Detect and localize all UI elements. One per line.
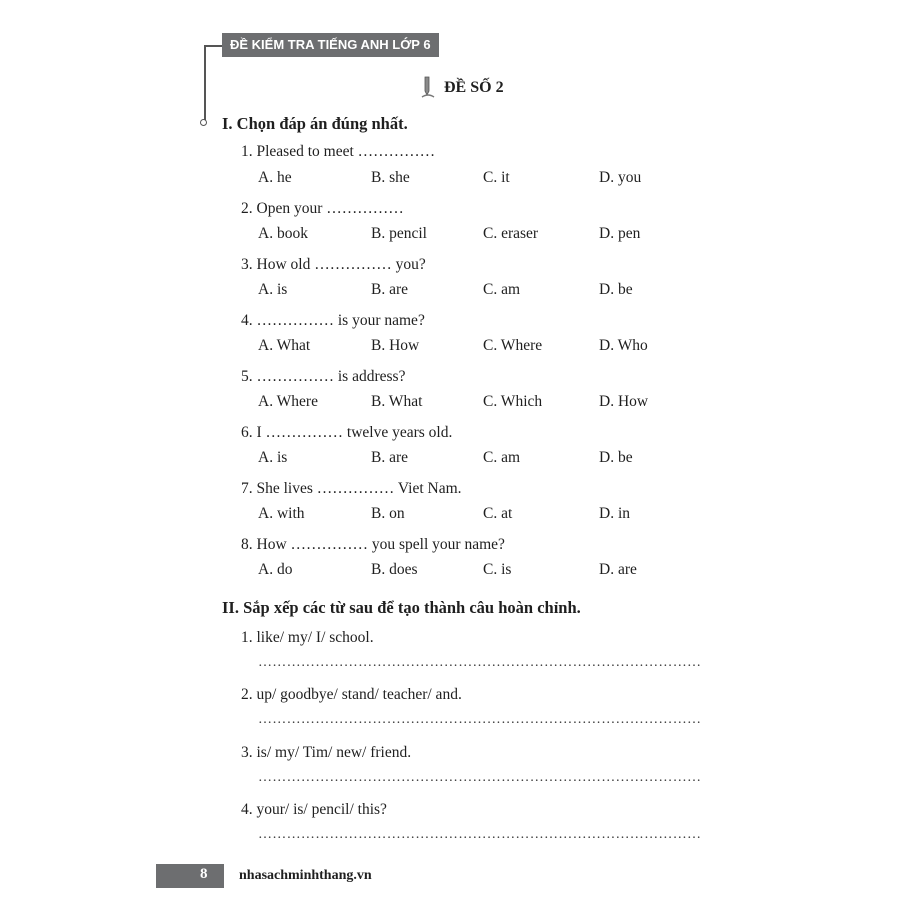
question-text: 1. Pleased to meet …………… xyxy=(241,143,436,160)
question-text: 5. …………… is address? xyxy=(241,368,406,385)
option-a: A. book xyxy=(258,225,308,242)
option-c: C. Where xyxy=(483,337,543,354)
option-a: A. Where xyxy=(258,393,318,410)
option-c: C. at xyxy=(483,505,513,522)
option-b: B. How xyxy=(371,337,420,354)
option-d: D. you xyxy=(599,169,642,186)
option-d: D. be xyxy=(599,449,633,466)
answer-line[interactable]: ………………………………………………………………………………… xyxy=(258,655,702,670)
question-text: 7. She lives …………… Viet Nam. xyxy=(241,480,462,497)
option-a: A. is xyxy=(258,449,288,466)
question-text: 8. How …………… you spell your name? xyxy=(241,536,505,553)
option-a: A. is xyxy=(258,281,288,298)
option-d: D. pen xyxy=(599,225,641,242)
option-c: C. it xyxy=(483,169,510,186)
question-text: 4. …………… is your name? xyxy=(241,312,425,329)
title-block xyxy=(420,76,504,100)
rearrange-prompt: 1. like/ my/ I/ school. xyxy=(241,629,374,646)
page-number: 8 xyxy=(200,866,208,882)
option-b: B. are xyxy=(371,449,409,466)
footer-page-bar xyxy=(156,864,224,888)
option-c: C. eraser xyxy=(483,225,539,242)
option-d: D. Who xyxy=(599,337,648,354)
footer-website: nhasachminhthang.vn xyxy=(239,868,372,883)
question-text: 2. Open your …………… xyxy=(241,200,404,217)
option-c: C. is xyxy=(483,561,512,578)
header-label: ĐỀ KIỂM TRA TIẾNG ANH LỚP 6 xyxy=(222,33,439,57)
pencil-icon xyxy=(420,76,436,100)
option-a: A. with xyxy=(258,505,305,522)
header-vertical-line xyxy=(204,45,206,122)
option-c: C. am xyxy=(483,281,521,298)
page-title: ĐỀ SỐ 2 xyxy=(444,79,504,96)
option-d: D. in xyxy=(599,505,630,522)
option-b: B. What xyxy=(371,393,423,410)
rearrange-prompt: 3. is/ my/ Tim/ new/ friend. xyxy=(241,744,412,761)
option-b: B. she xyxy=(371,169,410,186)
option-c: C. Which xyxy=(483,393,543,410)
option-a: A. What xyxy=(258,337,311,354)
answer-line[interactable]: ………………………………………………………………………………… xyxy=(258,827,702,842)
header-bullet-dot xyxy=(200,119,207,126)
option-c: C. am xyxy=(483,449,521,466)
option-b: B. on xyxy=(371,505,405,522)
option-d: D. be xyxy=(599,281,633,298)
answer-line[interactable]: ………………………………………………………………………………… xyxy=(258,712,702,727)
option-a: A. do xyxy=(258,561,293,578)
answer-line[interactable]: ………………………………………………………………………………… xyxy=(258,770,702,785)
option-b: B. are xyxy=(371,281,409,298)
section-2-title: II. Sắp xếp các từ sau để tạo thành câu hoàn chỉnh. xyxy=(222,598,581,617)
section-1-title: I. Chọn đáp án đúng nhất. xyxy=(222,114,408,133)
option-d: D. are xyxy=(599,561,637,578)
rearrange-prompt: 2. up/ goodbye/ stand/ teacher/ and. xyxy=(241,686,462,703)
option-a: A. he xyxy=(258,169,292,186)
option-b: B. pencil xyxy=(371,225,427,242)
rearrange-prompt: 4. your/ is/ pencil/ this? xyxy=(241,801,387,818)
question-text: 6. I …………… twelve years old. xyxy=(241,424,453,441)
option-d: D. How xyxy=(599,393,649,410)
question-text: 3. How old …………… you? xyxy=(241,256,426,273)
option-b: B. does xyxy=(371,561,418,578)
